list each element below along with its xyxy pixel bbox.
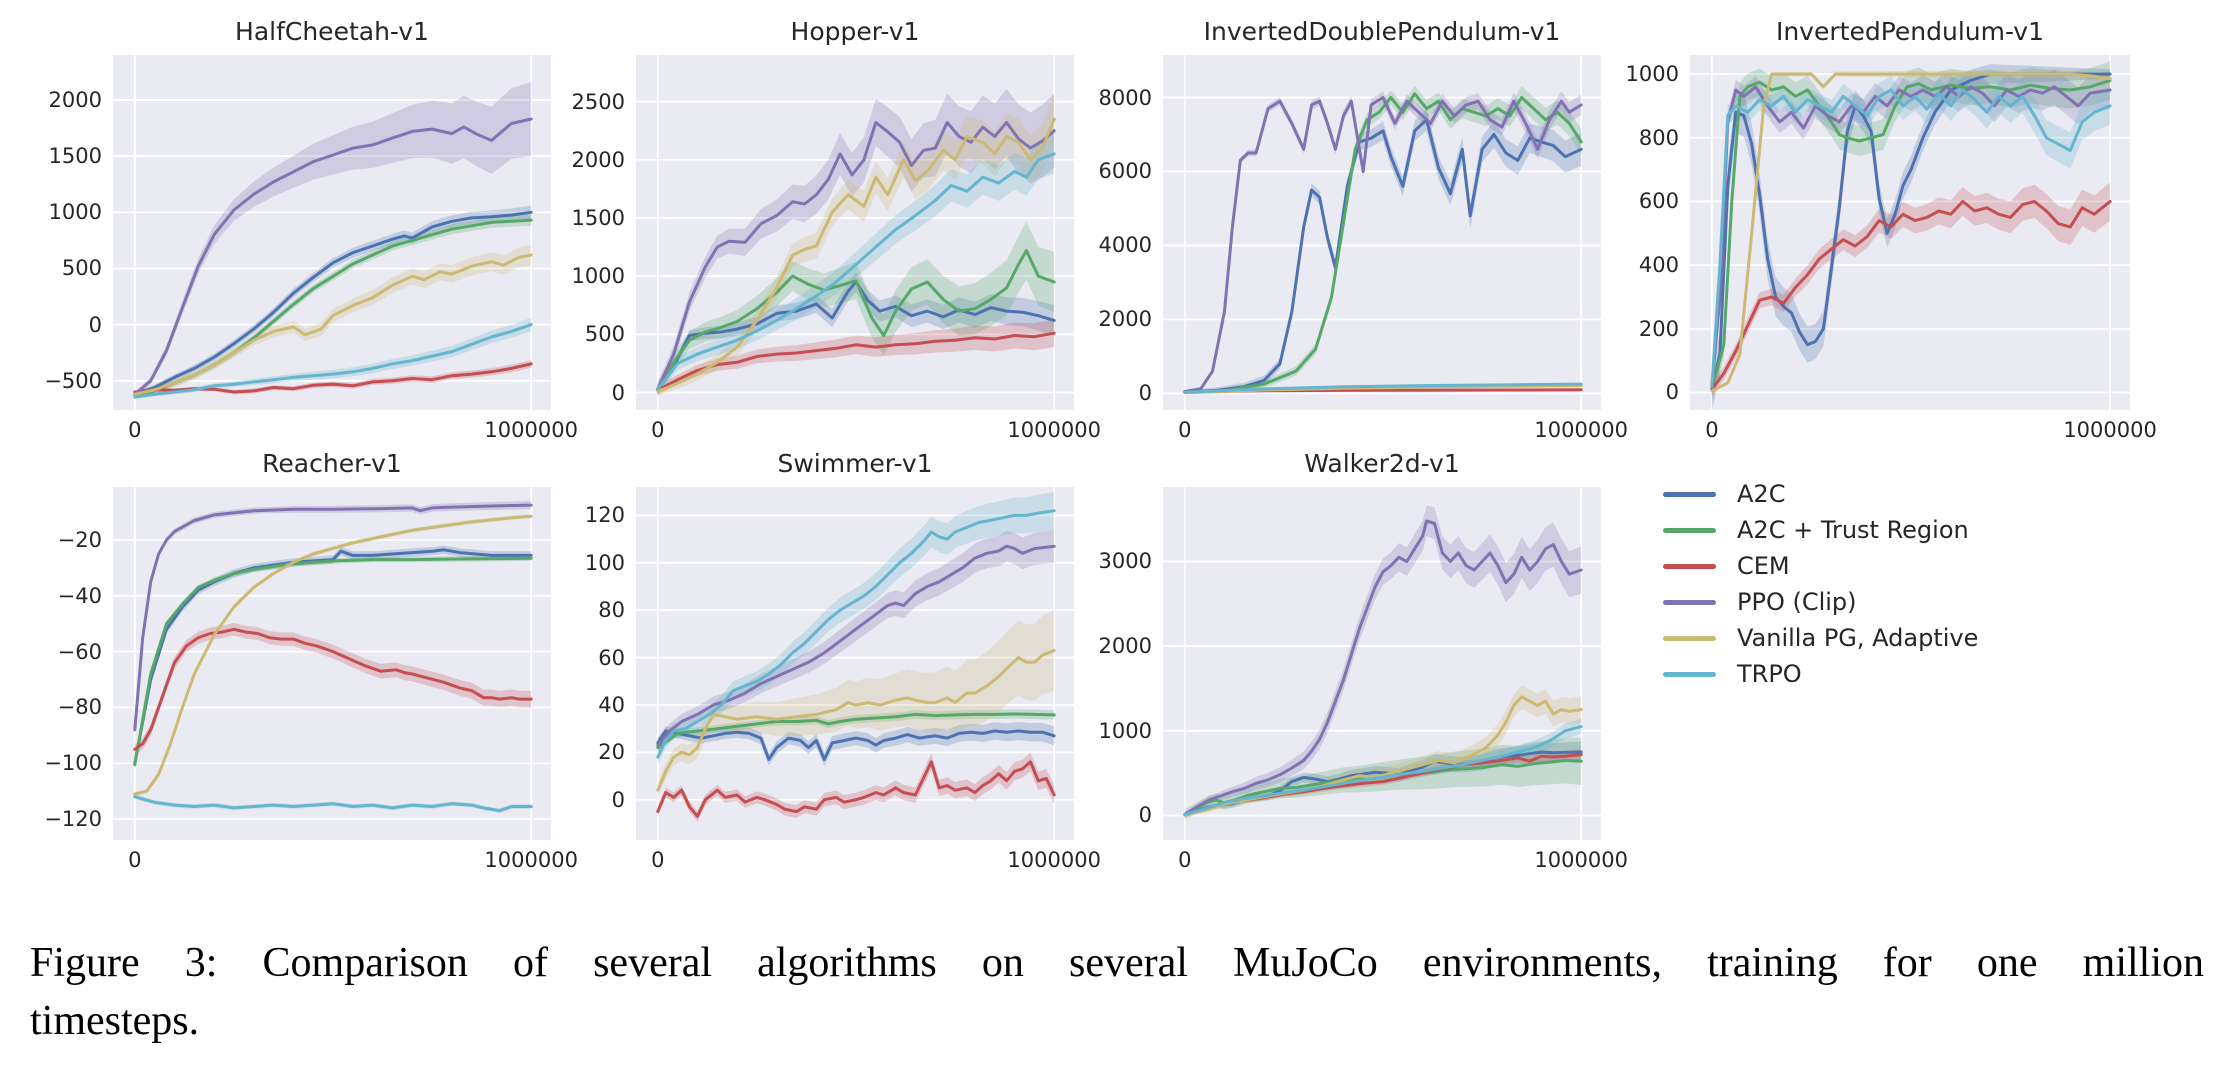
legend-label-vpg: Vanilla PG, Adaptive [1737, 624, 1979, 652]
legend-swatch-ppo [1663, 600, 1716, 605]
x-tick-label: 1000000 [1007, 848, 1101, 872]
subplot-reacher-v1 [44, 449, 578, 872]
legend-swatch-vpg [1663, 636, 1716, 641]
legend-swatch-cem [1663, 564, 1716, 569]
y-tick-label: 6000 [1098, 159, 1152, 184]
y-tick-label: 500 [61, 256, 102, 281]
legend-label-ppo: PPO (Clip) [1737, 588, 1857, 616]
x-tick-label: 0 [128, 418, 142, 442]
y-tick-label: 120 [584, 503, 625, 528]
legend-swatch-a2c_tr [1663, 528, 1716, 533]
x-tick-label: 1000000 [484, 418, 578, 442]
y-tick-label: 60 [598, 645, 625, 670]
legend-swatch-a2c [1663, 492, 1716, 497]
subplot-halfcheetah-v1 [44, 17, 578, 442]
x-tick-label: 1000000 [1534, 418, 1628, 442]
legend-entry-a2c [1663, 476, 1978, 512]
y-tick-label: 0 [88, 312, 102, 337]
figure-caption [30, 934, 2204, 1050]
y-tick-label: 4000 [1098, 233, 1152, 258]
y-tick-label: −120 [44, 807, 102, 832]
y-tick-label: −100 [44, 751, 102, 776]
legend-entry-a2c_tr [1663, 512, 1978, 548]
y-tick-label: 0 [1138, 803, 1152, 828]
y-tick-label: 0 [1138, 381, 1152, 406]
plot-title: Swimmer-v1 [777, 449, 933, 478]
x-tick-label: 0 [128, 848, 142, 872]
x-tick-label: 1000000 [1534, 848, 1628, 872]
y-tick-label: 2000 [1098, 307, 1152, 332]
legend-label-cem: CEM [1737, 552, 1790, 580]
y-tick-label: −60 [57, 639, 102, 664]
y-tick-label: 600 [1638, 189, 1679, 214]
y-tick-label: 200 [1638, 316, 1679, 341]
legend-entry-trpo [1663, 656, 1978, 692]
y-tick-label: 8000 [1098, 85, 1152, 110]
y-tick-label: 20 [598, 740, 625, 765]
legend-entry-ppo [1663, 584, 1978, 620]
x-tick-label: 1000000 [1007, 418, 1101, 442]
y-tick-label: 100 [584, 550, 625, 575]
caption-line-1: Figure 3: Comparison of several algorithms on several MuJoCo environments, training for one million [30, 940, 2204, 986]
plot-title: Walker2d-v1 [1304, 449, 1460, 478]
y-tick-label: 3000 [1098, 549, 1152, 574]
legend-label-a2c: A2C [1737, 480, 1786, 508]
y-tick-label: 400 [1638, 253, 1679, 278]
y-tick-label: 1500 [571, 205, 625, 230]
plot-canvas [636, 55, 1074, 410]
plot-title: Reacher-v1 [262, 449, 402, 478]
legend-entry-vpg [1663, 620, 1978, 656]
y-tick-label: 1500 [48, 144, 102, 169]
legend-label-trpo: TRPO [1737, 660, 1802, 688]
x-tick-label: 0 [651, 848, 665, 872]
y-tick-label: 40 [598, 692, 625, 717]
x-tick-label: 0 [1178, 418, 1192, 442]
y-tick-label: 0 [1665, 380, 1679, 405]
subplot-inverteddoublependulum-v1 [1098, 17, 1628, 442]
y-tick-label: 800 [1638, 125, 1679, 150]
plot-title: Hopper-v1 [790, 17, 920, 46]
y-tick-label: 500 [584, 322, 625, 347]
x-tick-label: 1000000 [2063, 418, 2157, 442]
y-tick-label: 2000 [571, 147, 625, 172]
plot-canvas [1163, 487, 1601, 840]
x-tick-label: 0 [1705, 418, 1719, 442]
y-tick-label: 0 [611, 787, 625, 812]
y-tick-label: 0 [611, 380, 625, 405]
subplot-walker2d-v1 [1098, 449, 1628, 872]
subplot-swimmer-v1 [584, 449, 1101, 872]
plot-canvas [113, 487, 551, 840]
x-tick-label: 0 [1178, 848, 1192, 872]
y-tick-label: 80 [598, 598, 625, 623]
legend [1663, 476, 1978, 692]
y-tick-label: −80 [57, 695, 102, 720]
y-tick-label: −20 [57, 528, 102, 553]
plot-canvas [1163, 55, 1601, 410]
subplot-invertedpendulum-v1 [1625, 17, 2157, 442]
y-tick-label: 1000 [1098, 718, 1152, 743]
legend-swatch-trpo [1663, 672, 1716, 677]
plot-title: InvertedDoublePendulum-v1 [1203, 17, 1561, 46]
legend-entry-cem [1663, 548, 1978, 584]
x-tick-label: 0 [651, 418, 665, 442]
plot-canvas [113, 55, 551, 410]
y-tick-label: 2000 [48, 87, 102, 112]
legend-label-a2c_tr: A2C + Trust Region [1737, 516, 1969, 544]
y-tick-label: 1000 [48, 200, 102, 225]
y-tick-label: 2000 [1098, 634, 1152, 659]
y-tick-label: 1000 [571, 264, 625, 289]
subplot-hopper-v1 [571, 17, 1101, 442]
x-tick-label: 1000000 [484, 848, 578, 872]
caption-line-2: timesteps. [30, 998, 200, 1044]
plot-title: HalfCheetah-v1 [235, 17, 429, 46]
plot-canvas [1690, 55, 2130, 410]
plot-canvas [636, 487, 1074, 840]
y-tick-label: −500 [44, 368, 102, 393]
y-tick-label: 1000 [1625, 62, 1679, 87]
plot-title: InvertedPendulum-v1 [1775, 17, 2045, 46]
y-tick-label: 2500 [571, 89, 625, 114]
y-tick-label: −40 [57, 583, 102, 608]
